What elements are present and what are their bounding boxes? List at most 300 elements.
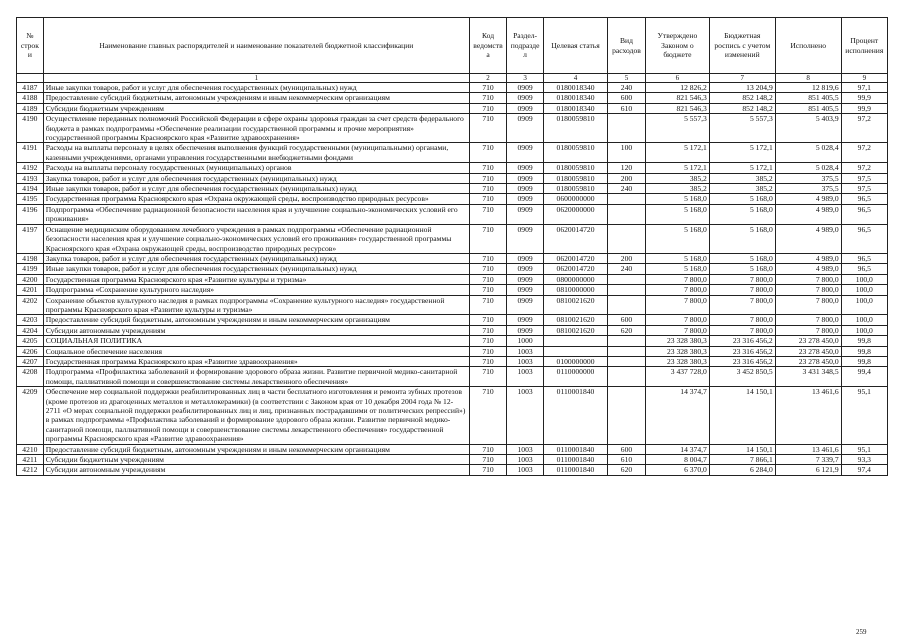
row-budget-list: 13 204,9 bbox=[709, 83, 775, 93]
row-executed: 23 278 450,0 bbox=[775, 346, 841, 356]
row-expense-type bbox=[607, 194, 645, 204]
row-executed: 7 339,7 bbox=[775, 455, 841, 465]
row-approved: 5 168,0 bbox=[646, 194, 710, 204]
table-row bbox=[17, 444, 888, 454]
row-expense-type bbox=[607, 346, 645, 356]
row-approved: 6 370,0 bbox=[646, 465, 710, 475]
row-number: 4193 bbox=[17, 173, 44, 183]
row-budget-list: 5 168,0 bbox=[709, 264, 775, 274]
row-percent: 99,9 bbox=[841, 103, 887, 113]
row-approved: 14 374,7 bbox=[646, 387, 710, 444]
row-expense-type: 600 bbox=[607, 93, 645, 103]
page-number: 259 bbox=[856, 628, 867, 636]
row-number: 4200 bbox=[17, 274, 44, 284]
row-target-item: 0800000000 bbox=[544, 274, 608, 284]
row-name: Предоставление субсидий бюджетным, автономным учреждениям и иным некоммерческим организациям bbox=[43, 315, 469, 325]
row-number: 4199 bbox=[17, 264, 44, 274]
row-budget-list: 7 800,0 bbox=[709, 315, 775, 325]
row-percent: 99,4 bbox=[841, 367, 887, 387]
row-department-code: 710 bbox=[469, 194, 506, 204]
row-budget-list: 7 866,1 bbox=[709, 455, 775, 465]
row-department-code: 710 bbox=[469, 315, 506, 325]
row-budget-list: 852 148,2 bbox=[709, 103, 775, 113]
row-percent: 97,2 bbox=[841, 163, 887, 173]
row-name: Субсидии автономным учреждениям bbox=[43, 325, 469, 335]
row-department-code: 710 bbox=[469, 114, 506, 143]
row-section: 0909 bbox=[507, 163, 544, 173]
header-target-item: Целевая статья bbox=[544, 18, 608, 74]
row-percent: 100,0 bbox=[841, 274, 887, 284]
row-budget-list: 23 316 456,2 bbox=[709, 336, 775, 346]
row-executed: 5 403,9 bbox=[775, 114, 841, 143]
table-row bbox=[17, 184, 888, 194]
row-section: 0909 bbox=[507, 204, 544, 224]
row-approved: 23 328 380,3 bbox=[646, 346, 710, 356]
row-approved: 5 168,0 bbox=[646, 204, 710, 224]
row-department-code: 710 bbox=[469, 274, 506, 284]
row-executed: 7 800,0 bbox=[775, 325, 841, 335]
row-budget-list: 5 168,0 bbox=[709, 224, 775, 253]
row-section: 0909 bbox=[507, 184, 544, 194]
row-target-item: 0810021620 bbox=[544, 315, 608, 325]
row-section: 0909 bbox=[507, 285, 544, 295]
row-expense-type bbox=[607, 285, 645, 295]
row-name: Сохранение объектов культурного наследия в рамках подпрограммы «Сохранение культурного наследия» государственной программы Красноярского края «Развитие культуры и туризма» bbox=[43, 295, 469, 315]
row-percent: 93,3 bbox=[841, 455, 887, 465]
row-number: 4203 bbox=[17, 315, 44, 325]
row-name: Субсидии бюджетным учреждениям bbox=[43, 103, 469, 113]
row-budget-list: 6 284,0 bbox=[709, 465, 775, 475]
table-row bbox=[17, 204, 888, 224]
row-executed: 13 461,6 bbox=[775, 444, 841, 454]
row-executed: 851 405,5 bbox=[775, 93, 841, 103]
column-number bbox=[17, 74, 44, 83]
row-number: 4190 bbox=[17, 114, 44, 143]
header-budget-list: Бюджетная роспись с учетом изменений bbox=[709, 18, 775, 74]
row-approved: 821 546,3 bbox=[646, 93, 710, 103]
row-expense-type bbox=[607, 336, 645, 346]
row-executed: 4 989,0 bbox=[775, 194, 841, 204]
row-target-item: 0620000000 bbox=[544, 204, 608, 224]
row-name: СОЦИАЛЬНАЯ ПОЛИТИКА bbox=[43, 336, 469, 346]
row-approved: 14 374,7 bbox=[646, 444, 710, 454]
row-budget-list: 14 150,1 bbox=[709, 387, 775, 444]
row-department-code: 710 bbox=[469, 387, 506, 444]
row-target-item: 0180018340 bbox=[544, 93, 608, 103]
row-expense-type bbox=[607, 114, 645, 143]
row-section: 0909 bbox=[507, 295, 544, 315]
row-number: 4197 bbox=[17, 224, 44, 253]
row-budget-list: 852 148,2 bbox=[709, 93, 775, 103]
row-number: 4208 bbox=[17, 367, 44, 387]
table-row bbox=[17, 224, 888, 253]
row-department-code: 710 bbox=[469, 336, 506, 346]
table-row bbox=[17, 387, 888, 444]
row-name: Государственная программа Красноярского края «Развитие здравоохранения» bbox=[43, 356, 469, 366]
row-budget-list: 7 800,0 bbox=[709, 274, 775, 284]
row-number: 4210 bbox=[17, 444, 44, 454]
row-executed: 7 800,0 bbox=[775, 285, 841, 295]
row-percent: 97,2 bbox=[841, 114, 887, 143]
row-number: 4206 bbox=[17, 346, 44, 356]
header-row-number: № строки bbox=[17, 18, 44, 74]
table-row bbox=[17, 83, 888, 93]
row-target-item: 0620014720 bbox=[544, 264, 608, 274]
row-approved: 5 172,1 bbox=[646, 163, 710, 173]
row-department-code: 710 bbox=[469, 163, 506, 173]
table-row bbox=[17, 465, 888, 475]
row-target-item: 0180059810 bbox=[544, 173, 608, 183]
row-executed: 851 405,5 bbox=[775, 103, 841, 113]
header-section: Раздел-подраздел bbox=[507, 18, 544, 74]
row-budget-list: 7 800,0 bbox=[709, 285, 775, 295]
row-approved: 5 168,0 bbox=[646, 224, 710, 253]
row-department-code: 710 bbox=[469, 346, 506, 356]
column-number: 5 bbox=[607, 74, 645, 83]
table-row bbox=[17, 367, 888, 387]
row-approved: 23 328 380,3 bbox=[646, 356, 710, 366]
row-expense-type: 120 bbox=[607, 163, 645, 173]
row-target-item bbox=[544, 336, 608, 346]
row-budget-list: 7 800,0 bbox=[709, 325, 775, 335]
row-expense-type: 600 bbox=[607, 315, 645, 325]
row-approved: 5 168,0 bbox=[646, 264, 710, 274]
row-executed: 5 028,4 bbox=[775, 163, 841, 173]
row-target-item: 0620014720 bbox=[544, 253, 608, 263]
row-expense-type: 200 bbox=[607, 253, 645, 263]
row-percent: 95,1 bbox=[841, 387, 887, 444]
row-target-item: 0180059810 bbox=[544, 163, 608, 173]
row-section: 1003 bbox=[507, 387, 544, 444]
row-section: 1003 bbox=[507, 346, 544, 356]
row-section: 0909 bbox=[507, 83, 544, 93]
row-percent: 96,5 bbox=[841, 264, 887, 274]
row-approved: 5 172,1 bbox=[646, 143, 710, 163]
row-executed: 23 278 450,0 bbox=[775, 336, 841, 346]
row-executed: 4 989,0 bbox=[775, 253, 841, 263]
header-executed: Исполнено bbox=[775, 18, 841, 74]
row-name: Осуществление переданных полномочий Российской Федерации в сфере охраны здоровья граждан за счет средств федерального бюджета в рамках подпрограммы «Обеспечение реализации государственной программы и прочие мероприятия» государственной программы Красноярского края «Развитие здравоохранения» bbox=[43, 114, 469, 143]
row-number: 4196 bbox=[17, 204, 44, 224]
row-executed: 5 028,4 bbox=[775, 143, 841, 163]
row-name: Иные закупки товаров, работ и услуг для обеспечения государственных (муниципальных) нужд bbox=[43, 184, 469, 194]
row-section: 0909 bbox=[507, 274, 544, 284]
table-row bbox=[17, 325, 888, 335]
row-expense-type: 610 bbox=[607, 103, 645, 113]
row-target-item: 0110000000 bbox=[544, 367, 608, 387]
row-approved: 7 800,0 bbox=[646, 315, 710, 325]
row-expense-type: 620 bbox=[607, 325, 645, 335]
row-expense-type: 610 bbox=[607, 455, 645, 465]
row-number: 4205 bbox=[17, 336, 44, 346]
row-number: 4211 bbox=[17, 455, 44, 465]
row-expense-type bbox=[607, 356, 645, 366]
header-name: Наименование главных распорядителей и наименование показателей бюджетной классификации bbox=[43, 18, 469, 74]
table-row bbox=[17, 114, 888, 143]
row-expense-type bbox=[607, 224, 645, 253]
row-percent: 100,0 bbox=[841, 285, 887, 295]
row-approved: 385,2 bbox=[646, 184, 710, 194]
row-section: 1003 bbox=[507, 367, 544, 387]
row-executed: 375,5 bbox=[775, 173, 841, 183]
row-name: Расходы на выплаты персоналу государственных (муниципальных) органов bbox=[43, 163, 469, 173]
row-executed: 3 431 348,5 bbox=[775, 367, 841, 387]
header-approved: Утверждено Законом о бюджете bbox=[646, 18, 710, 74]
row-expense-type: 600 bbox=[607, 444, 645, 454]
row-approved: 8 004,7 bbox=[646, 455, 710, 465]
row-name: Предоставление субсидий бюджетным, автономным учреждениям и иным некоммерческим организациям bbox=[43, 444, 469, 454]
row-percent: 100,0 bbox=[841, 295, 887, 315]
table-row bbox=[17, 103, 888, 113]
row-percent: 95,1 bbox=[841, 444, 887, 454]
row-target-item: 0180059810 bbox=[544, 143, 608, 163]
row-budget-list: 5 557,3 bbox=[709, 114, 775, 143]
table-row bbox=[17, 295, 888, 315]
row-department-code: 710 bbox=[469, 143, 506, 163]
row-budget-list: 5 168,0 bbox=[709, 194, 775, 204]
row-name: Социальное обеспечение населения bbox=[43, 346, 469, 356]
row-approved: 12 826,2 bbox=[646, 83, 710, 93]
row-budget-list: 3 452 850,5 bbox=[709, 367, 775, 387]
row-executed: 7 800,0 bbox=[775, 295, 841, 315]
row-number: 4188 bbox=[17, 93, 44, 103]
row-section: 1003 bbox=[507, 465, 544, 475]
row-name: Расходы на выплаты персоналу в целях обеспечения выполнения функций государственными (муниципальными) органами, казенными учреждениями, органами управления государственными внебюджетными фондами bbox=[43, 143, 469, 163]
row-section: 0909 bbox=[507, 325, 544, 335]
table-row bbox=[17, 143, 888, 163]
row-expense-type: 100 bbox=[607, 143, 645, 163]
row-expense-type bbox=[607, 367, 645, 387]
row-target-item: 0110001840 bbox=[544, 465, 608, 475]
row-section: 0909 bbox=[507, 264, 544, 274]
column-number: 4 bbox=[544, 74, 608, 83]
row-budget-list: 7 800,0 bbox=[709, 295, 775, 315]
row-number: 4198 bbox=[17, 253, 44, 263]
column-number: 7 bbox=[709, 74, 775, 83]
row-department-code: 710 bbox=[469, 295, 506, 315]
row-approved: 821 546,3 bbox=[646, 103, 710, 113]
row-number: 4189 bbox=[17, 103, 44, 113]
row-number: 4187 bbox=[17, 83, 44, 93]
row-department-code: 710 bbox=[469, 465, 506, 475]
header-expense-type: Вид расходов bbox=[607, 18, 645, 74]
row-percent: 97,1 bbox=[841, 83, 887, 93]
row-number: 4209 bbox=[17, 387, 44, 444]
row-section: 0909 bbox=[507, 315, 544, 325]
row-approved: 7 800,0 bbox=[646, 325, 710, 335]
row-budget-list: 385,2 bbox=[709, 184, 775, 194]
row-expense-type: 620 bbox=[607, 465, 645, 475]
table-row bbox=[17, 315, 888, 325]
header-percent: Процент исполнения bbox=[841, 18, 887, 74]
row-expense-type: 240 bbox=[607, 83, 645, 93]
row-section: 0909 bbox=[507, 93, 544, 103]
row-section: 0909 bbox=[507, 253, 544, 263]
row-target-item: 0810021620 bbox=[544, 295, 608, 315]
row-approved: 7 800,0 bbox=[646, 274, 710, 284]
header-row bbox=[17, 18, 888, 74]
row-percent: 99,8 bbox=[841, 346, 887, 356]
row-percent: 96,5 bbox=[841, 253, 887, 263]
row-number: 4194 bbox=[17, 184, 44, 194]
row-expense-type bbox=[607, 204, 645, 224]
row-percent: 96,5 bbox=[841, 204, 887, 224]
row-percent: 96,5 bbox=[841, 224, 887, 253]
row-percent: 99,9 bbox=[841, 93, 887, 103]
row-approved: 3 437 728,0 bbox=[646, 367, 710, 387]
row-expense-type: 240 bbox=[607, 264, 645, 274]
row-percent: 97,4 bbox=[841, 465, 887, 475]
row-approved: 7 800,0 bbox=[646, 285, 710, 295]
row-target-item: 0180059810 bbox=[544, 184, 608, 194]
row-percent: 97,2 bbox=[841, 143, 887, 163]
row-expense-type: 200 bbox=[607, 173, 645, 183]
column-number: 9 bbox=[841, 74, 887, 83]
row-number: 4202 bbox=[17, 295, 44, 315]
row-name: Подпрограмма «Обеспечение радиационной безопасности населения края и улучшение социально-экономических условий его проживания» bbox=[43, 204, 469, 224]
row-budget-list: 5 168,0 bbox=[709, 253, 775, 263]
column-number-row bbox=[17, 74, 888, 83]
row-budget-list: 5 172,1 bbox=[709, 163, 775, 173]
row-expense-type: 240 bbox=[607, 184, 645, 194]
row-target-item bbox=[544, 346, 608, 356]
row-executed: 4 989,0 bbox=[775, 204, 841, 224]
row-percent: 100,0 bbox=[841, 325, 887, 335]
table-row bbox=[17, 93, 888, 103]
row-percent: 96,5 bbox=[841, 194, 887, 204]
row-department-code: 710 bbox=[469, 184, 506, 194]
row-department-code: 710 bbox=[469, 173, 506, 183]
row-section: 0909 bbox=[507, 173, 544, 183]
row-target-item: 0180018340 bbox=[544, 83, 608, 93]
row-department-code: 710 bbox=[469, 325, 506, 335]
row-name: Иные закупки товаров, работ и услуг для обеспечения государственных (муниципальных) нужд bbox=[43, 83, 469, 93]
row-department-code: 710 bbox=[469, 264, 506, 274]
row-name: Субсидии автономным учреждениям bbox=[43, 465, 469, 475]
row-name: Оснащение медицинским оборудованием лечебного учреждения в рамках подпрограммы «Обеспечение радиационной безопасности населения края и улучшение социально-экономических условий его проживания» государственной программы Красноярского края «Охрана окружающей среды, воспроизводство природных ресурсов» bbox=[43, 224, 469, 253]
row-executed: 4 989,0 bbox=[775, 264, 841, 274]
budget-table bbox=[16, 17, 888, 476]
row-name: Закупка товаров, работ и услуг для обеспечения государственных (муниципальных) нужд bbox=[43, 173, 469, 183]
row-department-code: 710 bbox=[469, 356, 506, 366]
row-name: Подпрограмма «Сохранение культурного наследия» bbox=[43, 285, 469, 295]
column-number: 8 bbox=[775, 74, 841, 83]
row-expense-type bbox=[607, 387, 645, 444]
row-section: 1003 bbox=[507, 455, 544, 465]
column-number: 3 bbox=[507, 74, 544, 83]
row-budget-list: 23 316 456,2 bbox=[709, 346, 775, 356]
row-approved: 5 557,3 bbox=[646, 114, 710, 143]
row-section: 0909 bbox=[507, 194, 544, 204]
row-budget-list: 385,2 bbox=[709, 173, 775, 183]
row-name: Обеспечение мер социальной поддержки реабилитированных лиц в части бесплатного изготовления и ремонта зубных протезов (кроме протезов из драгоценных металлов и металлокерамики) (в соответствии с Законом края от 10 декабря 2004 года № 12-2711 «О мерах социальной поддержки реабилитированных лиц и лиц, признанных пострадавшими от политических репрессий») в рамках подпрограммы «Профилактика заболеваний и формирование здорового образа жизни. Развитие первичной медико-санитарной помощи, паллиативной помощи и совершенствование системы лекарственного обеспечения» государственной программы Красноярского края «Развитие здравоохранения» bbox=[43, 387, 469, 444]
row-executed: 23 278 450,0 bbox=[775, 356, 841, 366]
row-section: 1003 bbox=[507, 444, 544, 454]
row-number: 4192 bbox=[17, 163, 44, 173]
row-budget-list: 23 316 456,2 bbox=[709, 356, 775, 366]
row-target-item: 0620014720 bbox=[544, 224, 608, 253]
row-department-code: 710 bbox=[469, 93, 506, 103]
row-department-code: 710 bbox=[469, 253, 506, 263]
row-budget-list: 5 172,1 bbox=[709, 143, 775, 163]
row-section: 0909 bbox=[507, 224, 544, 253]
row-department-code: 710 bbox=[469, 83, 506, 93]
row-approved: 23 328 380,3 bbox=[646, 336, 710, 346]
column-number: 6 bbox=[646, 74, 710, 83]
row-percent: 100,0 bbox=[841, 315, 887, 325]
table-row bbox=[17, 194, 888, 204]
row-executed: 7 800,0 bbox=[775, 274, 841, 284]
row-executed: 7 800,0 bbox=[775, 315, 841, 325]
row-percent: 97,5 bbox=[841, 184, 887, 194]
row-expense-type bbox=[607, 274, 645, 284]
row-executed: 6 121,9 bbox=[775, 465, 841, 475]
row-department-code: 710 bbox=[469, 224, 506, 253]
row-name: Иные закупки товаров, работ и услуг для обеспечения государственных (муниципальных) нужд bbox=[43, 264, 469, 274]
row-approved: 7 800,0 bbox=[646, 295, 710, 315]
row-budget-list: 14 150,1 bbox=[709, 444, 775, 454]
row-percent: 97,5 bbox=[841, 173, 887, 183]
row-target-item: 0810021620 bbox=[544, 325, 608, 335]
row-department-code: 710 bbox=[469, 367, 506, 387]
row-department-code: 710 bbox=[469, 103, 506, 113]
row-number: 4191 bbox=[17, 143, 44, 163]
row-target-item: 0110001840 bbox=[544, 455, 608, 465]
row-target-item: 0100000000 bbox=[544, 356, 608, 366]
row-target-item: 0180059810 bbox=[544, 114, 608, 143]
row-percent: 99,8 bbox=[841, 336, 887, 346]
row-target-item: 0110001840 bbox=[544, 444, 608, 454]
row-name: Предоставление субсидий бюджетным, автономным учреждениям и иным некоммерческим организациям bbox=[43, 93, 469, 103]
row-name: Государственная программа Красноярского края «Охрана окружающей среды, воспроизводство природных ресурсов» bbox=[43, 194, 469, 204]
table-row bbox=[17, 264, 888, 274]
row-name: Субсидии бюджетным учреждениям bbox=[43, 455, 469, 465]
row-section: 1000 bbox=[507, 336, 544, 346]
column-number: 1 bbox=[43, 74, 469, 83]
row-department-code: 710 bbox=[469, 455, 506, 465]
table-row bbox=[17, 253, 888, 263]
row-target-item: 0600000000 bbox=[544, 194, 608, 204]
row-expense-type bbox=[607, 295, 645, 315]
row-number: 4207 bbox=[17, 356, 44, 366]
table-row bbox=[17, 285, 888, 295]
row-approved: 385,2 bbox=[646, 173, 710, 183]
row-number: 4212 bbox=[17, 465, 44, 475]
row-department-code: 710 bbox=[469, 204, 506, 224]
column-number: 2 bbox=[469, 74, 506, 83]
table-body bbox=[17, 83, 888, 476]
row-name: Государственная программа Красноярского края «Развитие культуры и туризма» bbox=[43, 274, 469, 284]
row-executed: 12 819,6 bbox=[775, 83, 841, 93]
row-department-code: 710 bbox=[469, 285, 506, 295]
table-row bbox=[17, 346, 888, 356]
row-executed: 4 989,0 bbox=[775, 224, 841, 253]
row-name: Закупка товаров, работ и услуг для обеспечения государственных (муниципальных) нужд bbox=[43, 253, 469, 263]
table-row bbox=[17, 274, 888, 284]
row-budget-list: 5 168,0 bbox=[709, 204, 775, 224]
table-row bbox=[17, 336, 888, 346]
row-department-code: 710 bbox=[469, 444, 506, 454]
row-target-item: 0110001840 bbox=[544, 387, 608, 444]
row-name: Подпрограмма «Профилактика заболеваний и формирование здорового образа жизни. Развитие первичной медико-санитарной помощи, паллиативной помощи и совершенствование системы лекарственного обеспечения» bbox=[43, 367, 469, 387]
row-number: 4201 bbox=[17, 285, 44, 295]
row-executed: 13 461,6 bbox=[775, 387, 841, 444]
row-section: 0909 bbox=[507, 143, 544, 163]
row-number: 4195 bbox=[17, 194, 44, 204]
row-percent: 99,8 bbox=[841, 356, 887, 366]
table-row bbox=[17, 163, 888, 173]
row-executed: 375,5 bbox=[775, 184, 841, 194]
